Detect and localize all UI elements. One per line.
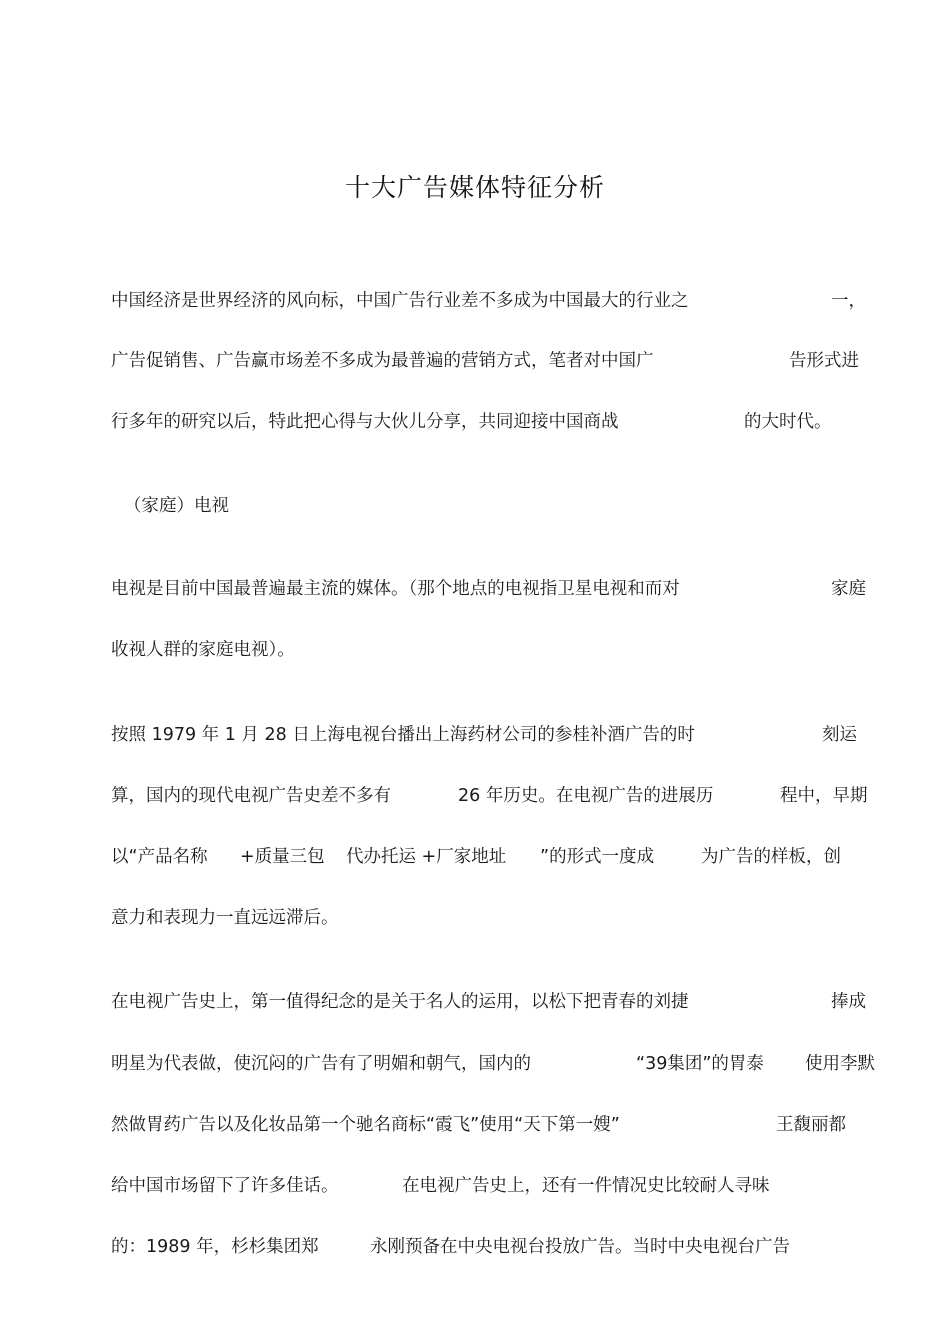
text-segment: 使用李默 (805, 1054, 875, 1074)
text-segment: 永刚预备在中央电视台投放广告。当时中央电视台广告 (370, 1237, 790, 1257)
text-segment: 的大时代。 (744, 412, 832, 432)
text-segment: 一， (831, 291, 866, 311)
text-segment: 为广告的样板，创 (701, 847, 841, 867)
text-segment: +质量三包 (240, 847, 325, 867)
text-segment: 然做胃药广告以及化妆品第一个驰名商标“霞飞”使用“天下第一嫂” (111, 1115, 620, 1135)
text-segment: 按照 1979 年 1 月 28 日上海电视台播出上海药材公司的参桂补酒广告的时 (111, 725, 695, 745)
text-segment: 程中，早期 (780, 786, 868, 806)
text-segment: 26 年历史。在电视广告的进展历 (458, 786, 714, 806)
text-segment: 收视人群的家庭电视）。 (111, 640, 295, 660)
text-segment: 算，国内的现代电视广告史差不多有 (111, 786, 391, 806)
text-segment: 刻运 (822, 725, 857, 745)
text-segment: 王馥丽都 (776, 1115, 846, 1135)
text-segment: 捧成 (831, 992, 866, 1012)
text-segment: 在电视广告史上，还有一件情况史比较耐人寻味 (402, 1176, 770, 1196)
text-segment: 电视是目前中国最普遍最主流的媒体。（那个地点的电视指卫星电视和而对 (111, 579, 680, 599)
text-segment: ”的形式一度成 (540, 847, 655, 867)
text-segment: 在电视广告史上，第一值得纪念的是关于名人的运用，以松下把青春的刘捷 (111, 992, 689, 1012)
document-title: 十大广告媒体特征分析 (344, 173, 605, 202)
text-segment: 给中国市场留下了许多佳话。 (111, 1176, 339, 1196)
text-segment: 代办托运 +厂家地址 (346, 847, 507, 867)
text-segment: （家庭）电视 (124, 496, 229, 516)
text-segment: 的：1989 年，杉杉集团郑 (111, 1237, 319, 1257)
text-segment: “39集团”的胃泰 (636, 1054, 764, 1074)
text-segment: 告形式进 (789, 351, 859, 371)
text-segment: 广告促销售、广告赢市场差不多成为最普遍的营销方式，笔者对中国广 (111, 351, 654, 371)
text-segment: 明星为代表做，使沉闷的广告有了明媚和朝气，国内的 (111, 1054, 531, 1074)
text-segment: 家庭 (831, 579, 866, 599)
text-segment: 行多年的研究以后，特此把心得与大伙儿分享，共同迎接中国商战 (111, 412, 619, 432)
text-segment: 以“产品名称 (111, 847, 208, 867)
text-segment: 意力和表现力一直远远滞后。 (111, 908, 339, 928)
text-segment: 中国经济是世界经济的风向标，中国广告行业差不多成为中国最大的行业之 (111, 291, 689, 311)
